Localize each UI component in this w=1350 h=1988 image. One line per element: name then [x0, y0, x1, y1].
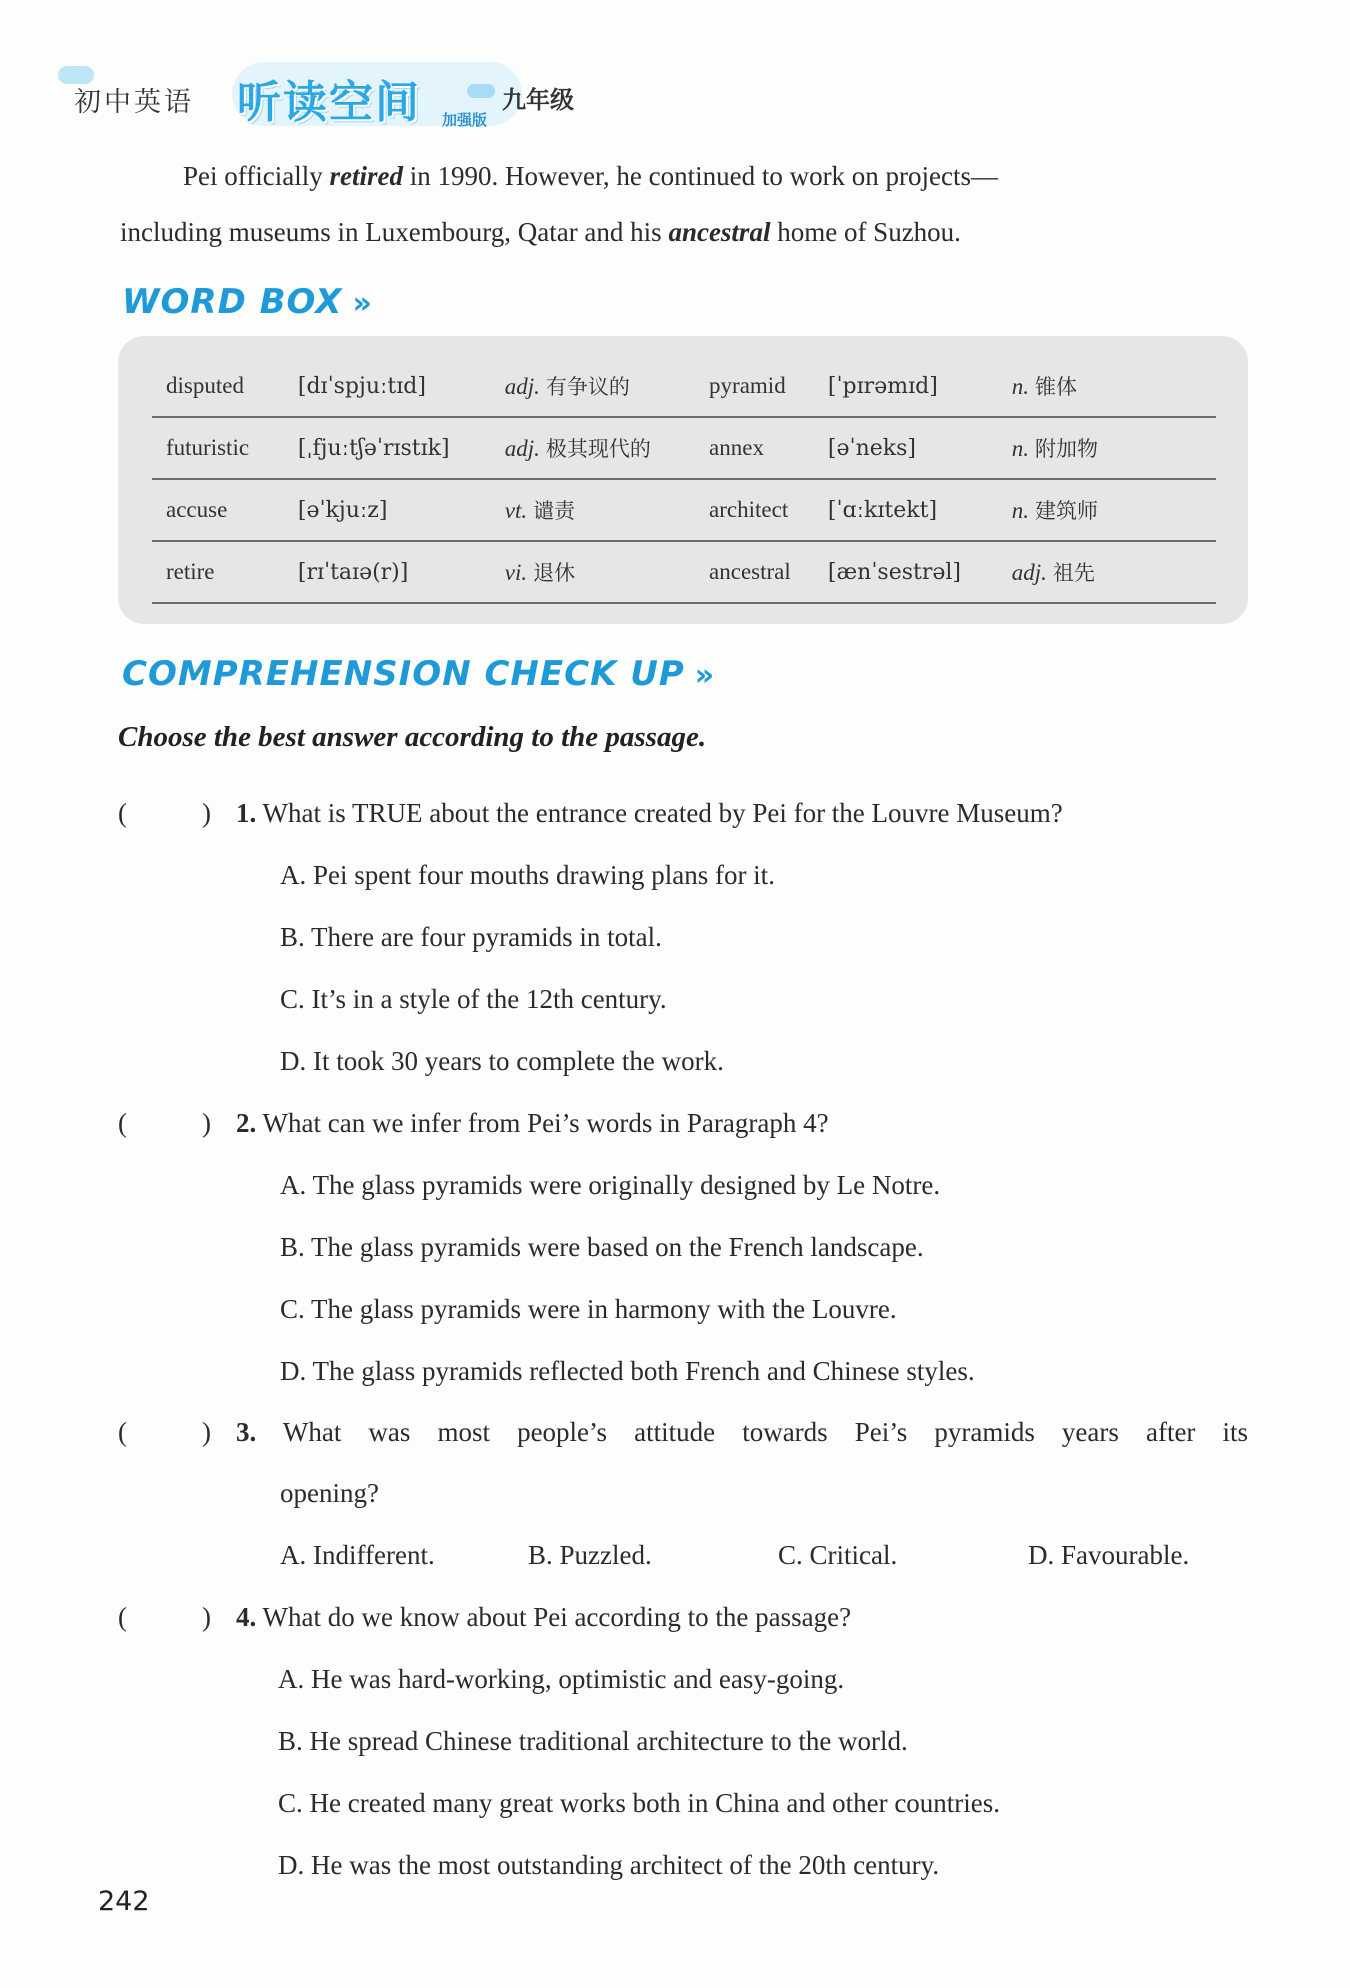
- double-chevron-right-icon: »: [694, 658, 716, 693]
- vocab-pronunciation: [ˈpɪrəmɪd]: [828, 356, 1012, 417]
- vocab-pronunciation: [ˈɑːkɪtekt]: [828, 479, 1012, 541]
- vocab-word: retire: [152, 541, 298, 603]
- question-stem: [236, 798, 1063, 829]
- bracket-open: (: [118, 1602, 127, 1632]
- part-of-speech: adj.: [504, 374, 540, 399]
- vocabulary-table: [152, 356, 1216, 604]
- chinese-meaning: 有争议的: [545, 375, 630, 399]
- vocab-pronunciation: [rɪˈtaɪə(r)]: [298, 541, 505, 603]
- part-of-speech: vi.: [504, 560, 528, 585]
- question-text: What can we infer from Pei’s words in Paragraph 4?: [262, 1108, 829, 1138]
- comprehension-title: COMPREHENSION CHECK UP: [122, 654, 685, 694]
- intro-text: including museums in Luxembourg, Qatar and his: [120, 217, 669, 247]
- part-of-speech: n.: [1011, 374, 1029, 399]
- question-number: 3.: [236, 1417, 257, 1447]
- vocab-pronunciation: [ˌfjuːtʃəˈrɪstɪk]: [298, 417, 505, 479]
- page-header: [72, 62, 632, 132]
- vocab-word: disputed: [152, 356, 298, 417]
- question-number: 1.: [236, 798, 257, 828]
- intro-text: Pei officially: [183, 161, 330, 191]
- edition-label: 加强版: [442, 111, 488, 129]
- bracket-open: (: [118, 798, 127, 828]
- bracket-close: ): [202, 1602, 211, 1632]
- chinese-meaning: 退休: [533, 561, 576, 585]
- answer-option[interactable]: C. It’s in a style of the 12th century.: [280, 984, 667, 1014]
- chinese-meaning: 附加物: [1034, 437, 1098, 461]
- question-text: What do we know about Pei according to the passage?: [262, 1602, 852, 1632]
- vocab-word: accuse: [152, 479, 298, 541]
- emphasized-word: ancestral: [668, 217, 771, 247]
- question-stem: [236, 1602, 851, 1633]
- answer-option[interactable]: D. It took 30 years to complete the work.: [280, 1046, 724, 1076]
- chinese-meaning: 极其现代的: [545, 437, 651, 461]
- intro-paragraph-line-2: [120, 204, 1250, 260]
- vocab-meaning: [1012, 479, 1216, 541]
- grade-label: 九年级: [502, 86, 574, 114]
- part-of-speech: n.: [1011, 436, 1029, 461]
- page-number: 242: [98, 1886, 150, 1917]
- course-name: 初中英语: [74, 87, 194, 118]
- answer-option[interactable]: B. There are four pyramids in total.: [280, 922, 662, 952]
- brand-logo: 听读空间: [237, 77, 421, 128]
- answer-option[interactable]: A. Indifferent.: [280, 1540, 435, 1570]
- vocab-pronunciation: [əˈkjuːz]: [298, 479, 505, 541]
- answer-option[interactable]: A. He was hard-working, optimistic and easy-going.: [278, 1664, 845, 1694]
- vocab-word: annex: [709, 417, 828, 479]
- answer-option[interactable]: C. He created many great works both in China and other countries.: [278, 1788, 1001, 1818]
- vocab-meaning: [505, 479, 709, 541]
- word-box-heading: [122, 282, 373, 322]
- answer-blank[interactable]: [118, 1417, 211, 1448]
- vocab-pronunciation: [ænˈsestrəl]: [828, 541, 1012, 603]
- bracket-close: ): [202, 1417, 211, 1447]
- answer-option[interactable]: D. Favourable.: [1028, 1540, 1190, 1570]
- bracket-close: ): [202, 798, 211, 828]
- intro-text: home of Suzhou.: [770, 217, 961, 247]
- question-stem: [236, 1108, 829, 1139]
- vocab-meaning: [1012, 541, 1216, 603]
- question-text-continued: opening?: [280, 1478, 379, 1508]
- part-of-speech: n.: [1011, 498, 1029, 523]
- question-text: What was most people’s attitude towards Pei’s pyramids years after its: [282, 1417, 1249, 1447]
- answer-option[interactable]: A. Pei spent four mouths drawing plans for it.: [280, 860, 775, 890]
- word-box-title: WORD BOX: [122, 282, 343, 322]
- chinese-meaning: 谴责: [533, 499, 576, 523]
- question-stem: [236, 1417, 1248, 1448]
- vocabulary-row: [152, 356, 1216, 417]
- vocab-word: pyramid: [709, 356, 828, 417]
- intro-text: in 1990. However, he continued to work on projects—: [402, 161, 999, 191]
- answer-option[interactable]: D. He was the most outstanding architect of the 20th century.: [278, 1850, 940, 1880]
- question-text: What is TRUE about the entrance created by Pei for the Louvre Museum?: [262, 798, 1063, 828]
- vocab-meaning: [505, 541, 709, 603]
- vocab-meaning: [1012, 417, 1216, 479]
- bracket-open: (: [118, 1417, 127, 1447]
- part-of-speech: adj.: [504, 436, 540, 461]
- comprehension-heading: [122, 654, 715, 694]
- vocabulary-row: [152, 479, 1216, 541]
- answer-option[interactable]: B. Puzzled.: [528, 1540, 652, 1570]
- answer-blank[interactable]: [118, 798, 211, 829]
- question-number: 4.: [236, 1602, 257, 1632]
- intro-paragraph-line-1: [120, 148, 1250, 204]
- part-of-speech: vt.: [504, 498, 528, 523]
- vocab-meaning: [505, 356, 709, 417]
- answer-option[interactable]: C. Critical.: [778, 1540, 898, 1570]
- chinese-meaning: 建筑师: [1034, 499, 1098, 523]
- answer-blank[interactable]: [118, 1602, 211, 1633]
- answer-option[interactable]: C. The glass pyramids were in harmony with the Louvre.: [280, 1294, 897, 1324]
- bracket-open: (: [118, 1108, 127, 1138]
- answer-option[interactable]: D. The glass pyramids reflected both French and Chinese styles.: [280, 1356, 975, 1386]
- vocabulary-row: [152, 417, 1216, 479]
- answer-option[interactable]: B. He spread Chinese traditional architecture to the world.: [278, 1726, 908, 1756]
- question-number: 2.: [236, 1108, 257, 1138]
- vocab-meaning: [505, 417, 709, 479]
- vocabulary-row: [152, 541, 1216, 603]
- bracket-close: ): [202, 1108, 211, 1138]
- vocab-word: architect: [709, 479, 828, 541]
- vocab-pronunciation: [dɪˈspjuːtɪd]: [298, 356, 505, 417]
- part-of-speech: adj.: [1011, 560, 1047, 585]
- chinese-meaning: 锥体: [1034, 375, 1077, 399]
- vocab-word: ancestral: [709, 541, 828, 603]
- answer-option[interactable]: B. The glass pyramids were based on the French landscape.: [280, 1232, 924, 1262]
- double-chevron-right-icon: »: [352, 286, 373, 321]
- word-box: [118, 336, 1248, 624]
- vocab-pronunciation: [əˈneks]: [828, 417, 1012, 479]
- instruction-text: Choose the best answer according to the passage.: [118, 721, 707, 753]
- vocab-meaning: [1012, 356, 1216, 417]
- answer-option[interactable]: A. The glass pyramids were originally designed by Le Notre.: [280, 1170, 941, 1200]
- answer-blank[interactable]: [118, 1108, 211, 1139]
- vocab-word: futuristic: [152, 417, 298, 479]
- cloud-icon: [467, 84, 495, 98]
- emphasized-word: retired: [329, 161, 403, 191]
- chinese-meaning: 祖先: [1052, 561, 1095, 585]
